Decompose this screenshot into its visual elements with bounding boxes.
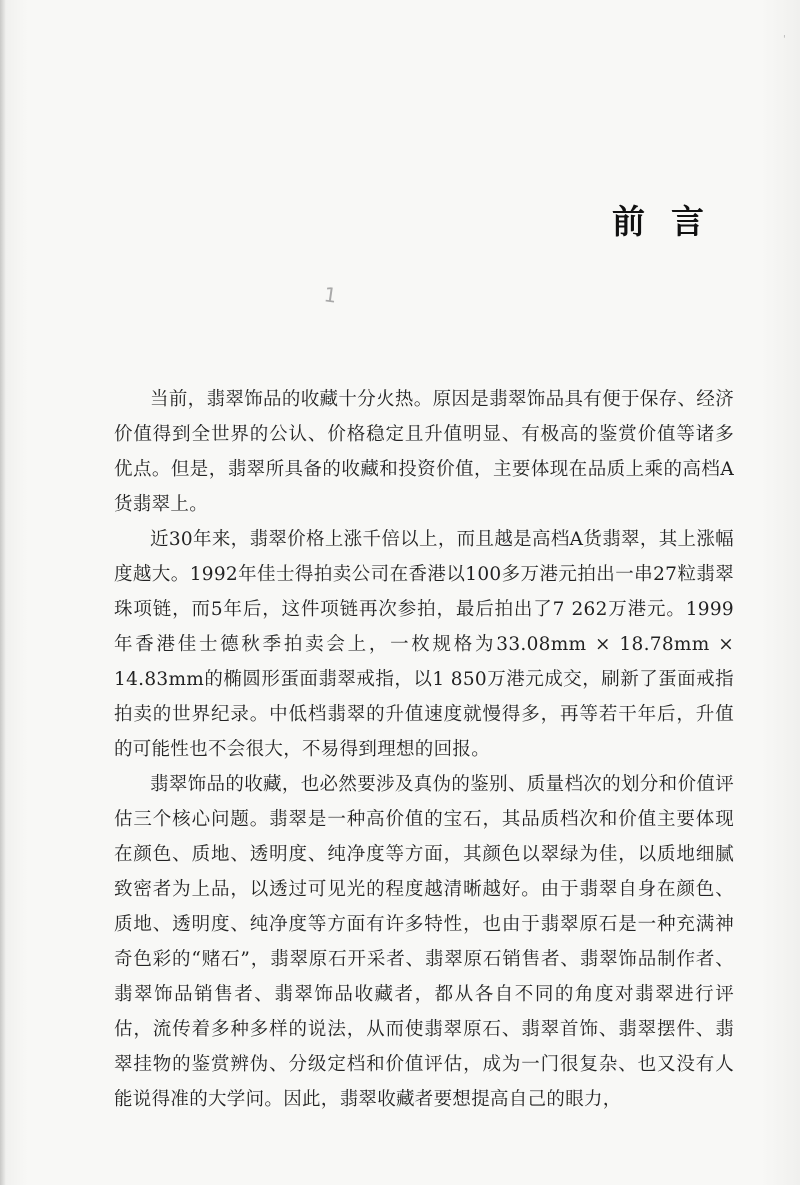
paragraph-1: 当前，翡翠饰品的收藏十分火热。原因是翡翠饰品具有便于保存、经济价值得到全世界的公认、价格稳定且升值明显、有极高的鉴赏价值等诸多优点。但是，翡翠所具备的收藏和投资价值，主要体现在品质上乘的高档A货翡翠上。 — [114, 389, 734, 515]
paragraph-2: 近30年来，翡翠价格上涨千倍以上，而且越是高档A货翡翠，其上涨幅度越大。1992年佳士得拍卖公司在香港以100多万港元拍出一串27粒翡翠珠项链，而5年后，这件项链再次参拍，最后拍出了7 262万港元。1999年香港佳士德秋季拍卖会上，一枚规格为33.08mm × 18.78mm × 14.83mm的椭圆形蛋面翡翠戒指，以1 850万港元成交，刷新了蛋面戒指拍卖的世界纪录。中低档翡翠的升值速度就慢得多，再等若干年后，升值的可能性也不会很大，不易得到理想的回报。 — [114, 529, 734, 760]
spine-shadow — [0, 0, 6, 1185]
page-title: 前言 — [612, 202, 730, 241]
stray-pencil-mark: 1 — [322, 282, 339, 308]
corner-mark: ' — [783, 34, 786, 45]
preface-body — [114, 382, 734, 1117]
paragraph-3: 翡翠饰品的收藏，也必然要涉及真伪的鉴别、质量档次的划分和价值评估三个核心问题。翡翠是一种高价值的宝石，其品质档次和价值主要体现在颜色、质地、透明度、纯净度等方面，其颜色以翠绿为佳，以质地细腻致密者为上品，以透过可见光的程度越清晰越好。由于翡翠自身在颜色、质地、透明度、纯净度等方面有许多特性，也由于翡翠原石是一种充满神奇色彩的“赌石”，翡翠原石开采者、翡翠原石销售者、翡翠饰品制作者、翡翠饰品销售者、翡翠饰品收藏者，都从各自不同的角度对翡翠进行评估，流传着多种多样的说法，从而使翡翠原石、翡翠首饰、翡翠摆件、翡翠挂物的鉴赏辨伪、分级定档和价值评估，成为一门很复杂、也又没有人能说得准的大学问。因此，翡翠收藏者要想提高自己的眼力， — [114, 774, 734, 1110]
